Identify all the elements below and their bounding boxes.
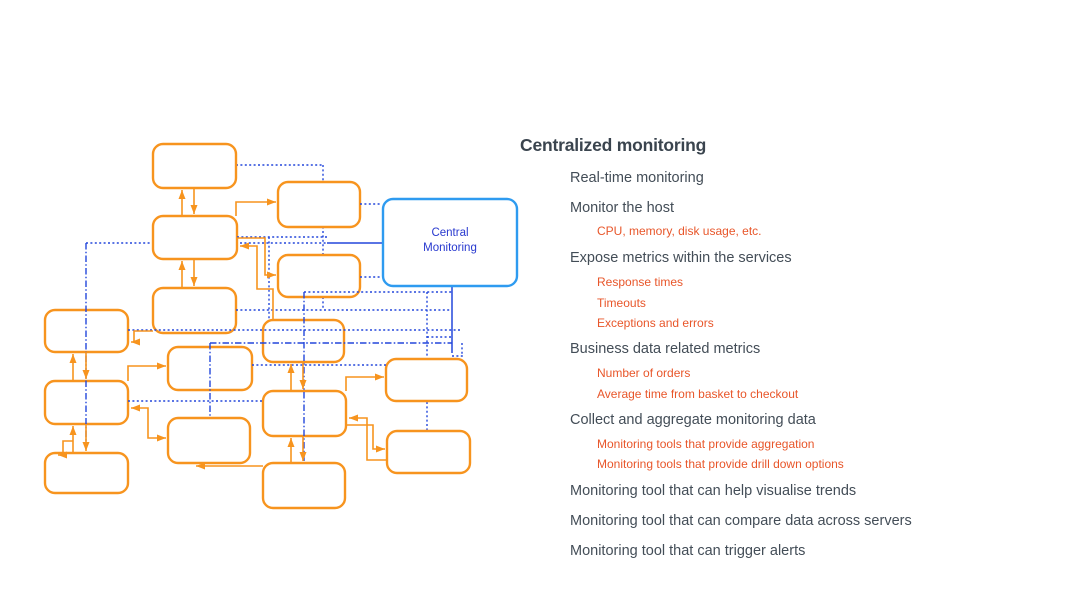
outline-subitem: Response times (597, 275, 684, 289)
outline-subitem: Timeouts (597, 296, 646, 310)
outline-subitem: Exceptions and errors (597, 316, 714, 330)
outline-item: Collect and aggregate monitoring data (570, 412, 816, 428)
central-monitoring-label: Central Monitoring (423, 227, 477, 254)
orange-arrow (346, 377, 384, 391)
orange-arrow (128, 366, 166, 381)
orange-arrow (236, 202, 276, 216)
service-box (386, 359, 467, 401)
page-title: Centralized monitoring (520, 135, 707, 155)
outline-item: Monitoring tool that can trigger alerts (570, 543, 806, 559)
blue-links-under-boxes (86, 165, 427, 431)
service-box (153, 288, 236, 333)
service-box (153, 144, 236, 188)
service-box (45, 453, 128, 493)
service-box (278, 255, 360, 297)
service-box (168, 418, 250, 463)
outline-item: Monitor the host (570, 200, 674, 216)
outline-subitem: Number of orders (597, 366, 691, 380)
orange-arrow (346, 425, 385, 449)
outline-item: Expose metrics within the services (570, 250, 792, 266)
service-box (153, 216, 237, 259)
outline-subitem: CPU, memory, disk usage, etc. (597, 224, 762, 238)
service-box (263, 463, 345, 508)
outline-item: Real-time monitoring (570, 170, 704, 186)
outline-subitem: Monitoring tools that provide aggregation (597, 437, 815, 451)
outline-item: Monitoring tool that can compare data across servers (570, 513, 912, 529)
orange-arrow (131, 408, 166, 438)
orange-arrow (131, 331, 153, 342)
service-box (387, 431, 470, 473)
outline-subitem: Average time from basket to checkout (597, 387, 799, 401)
outline-subitem: Monitoring tools that provide drill down options (597, 457, 844, 471)
outline-item: Monitoring tool that can help visualise trends (570, 483, 857, 499)
outline-item: Business data related metrics (570, 341, 761, 357)
orange-arrow (240, 246, 273, 320)
service-box (278, 182, 360, 227)
